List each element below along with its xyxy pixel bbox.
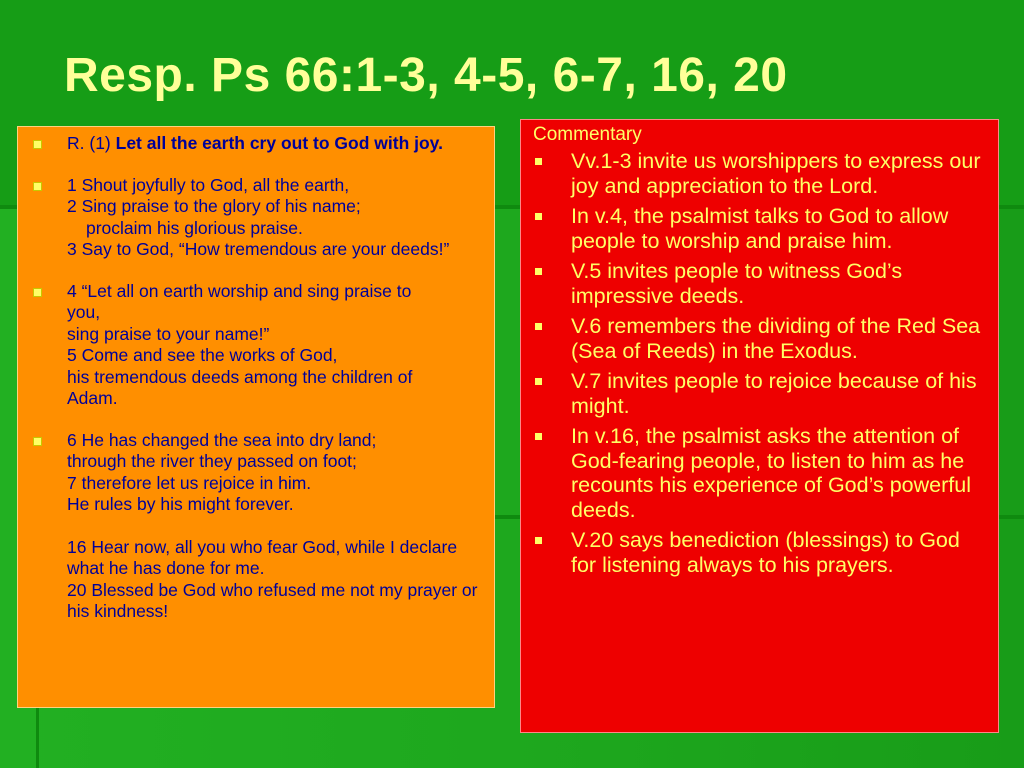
commentary-list	[533, 149, 988, 577]
background-divider-line	[36, 708, 39, 768]
square-bullet-icon	[535, 537, 542, 544]
commentary-item	[533, 424, 988, 522]
commentary-item	[533, 149, 988, 198]
verse-line: sing praise to your name!”	[67, 323, 270, 344]
square-bullet-icon	[535, 158, 542, 165]
square-bullet-icon	[33, 437, 42, 446]
slide-title: Resp. Ps 66:1-3, 4-5, 6-7, 16, 20	[64, 49, 788, 102]
square-bullet-icon	[535, 433, 542, 440]
commentary-item	[533, 314, 988, 363]
square-bullet-icon	[535, 268, 542, 275]
square-bullet-icon	[33, 140, 42, 149]
response-prefix: R. (1)	[67, 133, 116, 153]
square-bullet-icon	[33, 182, 42, 191]
commentary-text: In v.16, the psalmist asks the attention of God-fearing people, to listen to him as he recounts his experience of God’s powerful deeds.	[571, 424, 971, 522]
commentary-text: V.7 invites people to rejoice because of his might.	[571, 369, 977, 418]
commentary-item	[533, 204, 988, 253]
commentary-item	[533, 259, 988, 308]
square-bullet-icon	[535, 213, 542, 220]
square-bullet-icon	[535, 378, 542, 385]
response-text: Let all the earth cry out to God with joy.	[115, 133, 443, 153]
square-bullet-icon	[33, 288, 42, 297]
verse-spacer	[67, 516, 484, 537]
commentary-text: In v.4, the psalmist talks to God to allow people to worship and praise him.	[571, 204, 949, 253]
verse-line: his tremendous deeds among the children of Adam.	[67, 366, 413, 408]
verse-line: 1 Shout joyfully to God, all the earth,	[67, 174, 350, 195]
response-item	[30, 133, 484, 155]
verse-group-4-5	[30, 281, 484, 410]
commentary-text: V.6 remembers the dividing of the Red Sea (Sea of Reeds) in the Exodus.	[571, 314, 981, 363]
commentary-item	[533, 528, 988, 577]
verse-line: 6 He has changed the sea into dry land;	[67, 429, 377, 450]
verse-line: He rules by his might forever.	[67, 494, 294, 514]
verse-line: 20 Blessed be God who refused me not my prayer or his kindness!	[67, 579, 478, 621]
square-bullet-icon	[535, 323, 542, 330]
commentary-heading: Commentary	[533, 124, 642, 145]
verse-line: 5 Come and see the works of God,	[67, 345, 338, 365]
commentary-panel	[520, 119, 999, 733]
psalm-verse-list	[30, 133, 484, 623]
verse-line: proclaim his glorious praise.	[86, 217, 303, 238]
commentary-text: Vv.1-3 invite us worshippers to express our joy and appreciation to the Lord.	[571, 149, 981, 198]
verse-group-1-3	[30, 175, 484, 261]
commentary-text: V.20 says benediction (blessings) to God for listening always to his prayers.	[571, 528, 960, 577]
verse-line: 3 Say to God, “How tremendous are your deeds!”	[67, 239, 450, 259]
commentary-item	[533, 369, 988, 418]
verse-line: 16 Hear now, all you who fear God, while I declare what he has done for me.	[67, 536, 458, 578]
commentary-text: V.5 invites people to witness God’s impressive deeds.	[571, 259, 903, 308]
verse-line: 7 therefore let us rejoice in him.	[67, 472, 312, 493]
verse-group-6-20	[30, 430, 484, 623]
psalm-text-panel	[17, 126, 495, 708]
verse-line: 2 Sing praise to the glory of his name;	[67, 196, 361, 216]
verse-line: through the river they passed on foot;	[67, 451, 357, 471]
verse-line: 4 “Let all on earth worship and sing praise to you,	[67, 280, 412, 322]
